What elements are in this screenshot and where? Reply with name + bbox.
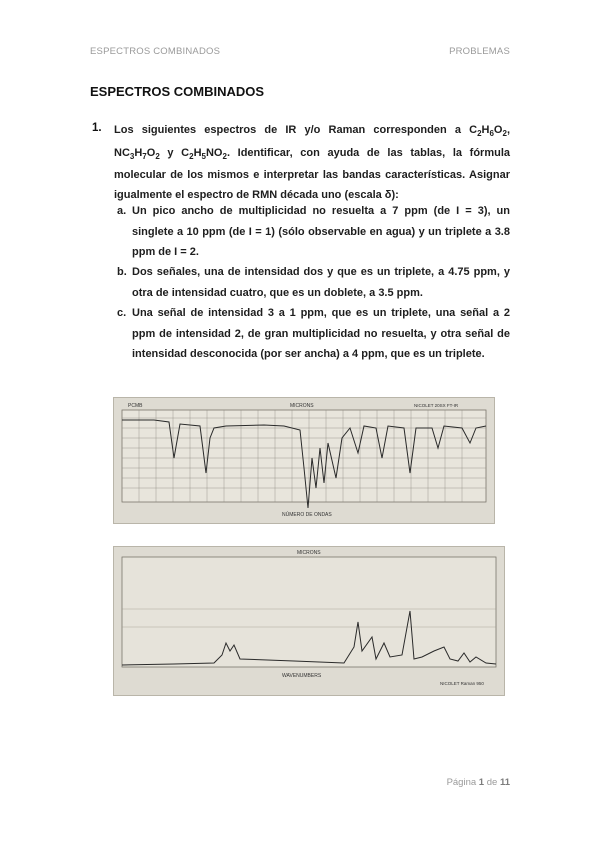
item-label-c: c. — [117, 307, 127, 319]
raman-spectrum-figure — [113, 546, 505, 696]
raman-corner-label: NICOLET Raman 950 — [440, 681, 484, 686]
item-text-b: Dos señales, una de intensidad dos y que es un triplete, a 4.75 ppm, y otra de intensidad cuatro, que es un doblete, a 3.5 ppm. — [132, 266, 510, 299]
running-header-right: PROBLEMAS — [449, 46, 510, 57]
ir-top-center-label: MICRONS — [290, 403, 314, 409]
page-title: ESPECTROS COMBINADOS — [90, 84, 265, 99]
question-text: Los siguientes espectros de IR y/o Raman corresponden a $C_2H_6O_2$, $NC_3H_7O_2$ y $C_2H_5NO_2$. Identificar, con ayuda de las tablas, la fórmula molecular de los mismos e interpretar las bandas características. Asignar igualmente el espectro de RMN década uno (escala δ): — [114, 124, 510, 201]
raman-top-center-label: MICRONS — [297, 550, 321, 556]
item-label-a: a. — [117, 205, 127, 217]
ir-top-left-label: PCMB — [128, 403, 143, 409]
ir-top-right-label: NICOLET 20SX FT-IR — [414, 403, 459, 408]
item-text-c: Una señal de intensidad 3 a 1 ppm, que es un triplete, una señal a 2 ppm de intensidad 2, de gran multiplicidad no resuelta, y otra señal de intensidad desconocida (por ser ancha) a 4 ppm, que es un triplete. — [132, 307, 510, 360]
question-number: 1. — [92, 122, 102, 134]
page-footer: Página 1 de 11 — [446, 777, 510, 788]
running-header-left: ESPECTROS COMBINADOS — [90, 46, 221, 57]
ir-spectrum-figure — [113, 397, 495, 524]
raman-x-axis-label: WAVENUMBERS — [282, 673, 322, 679]
item-text-a: Un pico ancho de multiplicidad no resuelta a 7 ppm (de I = 3), un singlete a 10 ppm (de I = 1) (sólo observable en agua) y un triplete a 3.8 ppm de I = 2. — [132, 205, 510, 258]
ir-x-axis-label: NÚMERO DE ONDAS — [282, 512, 332, 518]
item-label-b: b. — [117, 266, 127, 278]
